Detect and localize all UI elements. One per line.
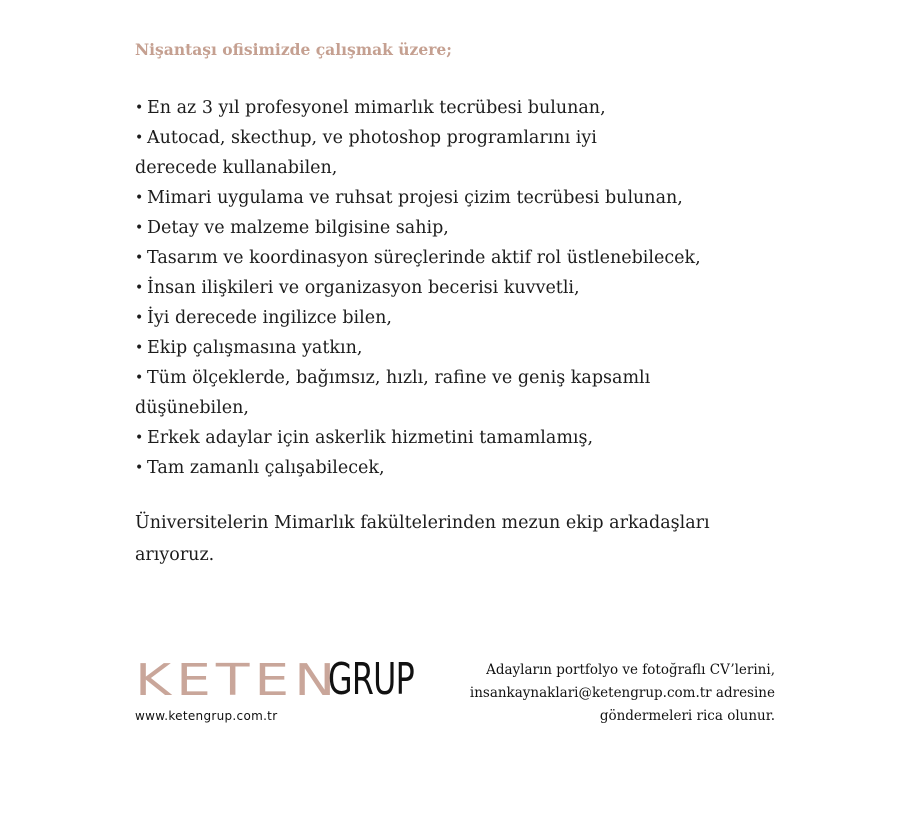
requirement-text: İyi derecede ingilizce bilen, xyxy=(147,308,392,328)
requirement-text: Tam zamanlı çalışabilecek, xyxy=(147,458,385,478)
requirement-item xyxy=(135,93,795,123)
requirement-text: Tasarım ve koordinasyon süreçlerinde aktif rol üstlenebilecek, xyxy=(147,248,701,268)
requirements-list xyxy=(135,93,795,483)
requirement-item xyxy=(135,453,795,483)
ketengrup-logo xyxy=(135,655,415,715)
website-link[interactable]: www.ketengrup.com.tr xyxy=(135,709,278,723)
logo-grup-text: GRUP xyxy=(328,654,414,705)
requirement-item xyxy=(135,303,795,333)
application-note: Adayların portfolyo ve fotoğraflı CV’lerini, insankaynaklari@ketengrup.com.tr adresine göndermeleri rica olunur. xyxy=(469,662,775,724)
requirement-text: Autocad, skecthup, ve photoshop programlarını iyi derecede kullanabilen, xyxy=(135,128,597,178)
bullet: • xyxy=(135,130,144,146)
requirement-item xyxy=(135,243,795,273)
bullet: • xyxy=(135,460,144,476)
requirement-item xyxy=(135,183,795,213)
requirement-text: Detay ve malzeme bilgisine sahip, xyxy=(147,218,449,238)
requirement-item xyxy=(135,333,795,363)
logo-keten-text: KETEN xyxy=(135,655,341,706)
requirement-text: Tüm ölçeklerde, bağımsız, hızlı, rafine ve geniş kapsamlı düşünebilen, xyxy=(135,368,651,418)
requirement-item xyxy=(135,423,795,453)
requirement-item xyxy=(135,363,795,423)
bullet: • xyxy=(135,280,144,296)
footer xyxy=(135,655,775,735)
closing-paragraph: Üniversitelerin Mimarlık fakültelerinden mezun ekip arkadaşları arıyoruz. xyxy=(135,513,710,565)
bullet: • xyxy=(135,100,144,116)
requirement-item xyxy=(135,273,795,303)
bullet: • xyxy=(135,340,144,356)
bullet: • xyxy=(135,310,144,326)
requirement-text: İnsan ilişkileri ve organizasyon becerisi kuvvetli, xyxy=(147,278,580,298)
bullet: • xyxy=(135,430,144,446)
requirement-text: Erkek adaylar için askerlik hizmetini tamamlamış, xyxy=(147,428,594,448)
bullet: • xyxy=(135,370,144,386)
requirement-item xyxy=(135,123,795,183)
bullet: • xyxy=(135,250,144,266)
requirement-item xyxy=(135,213,795,243)
posting-heading: Nişantaşı ofisimizde çalışmak üzere; xyxy=(135,40,452,59)
requirement-text: Ekip çalışmasına yatkın, xyxy=(147,338,363,358)
bullet: • xyxy=(135,220,144,236)
job-posting xyxy=(135,38,795,571)
bullet: • xyxy=(135,190,144,206)
requirement-text: En az 3 yıl profesyonel mimarlık tecrübesi bulunan, xyxy=(147,98,606,118)
requirement-text: Mimari uygulama ve ruhsat projesi çizim tecrübesi bulunan, xyxy=(147,188,683,208)
